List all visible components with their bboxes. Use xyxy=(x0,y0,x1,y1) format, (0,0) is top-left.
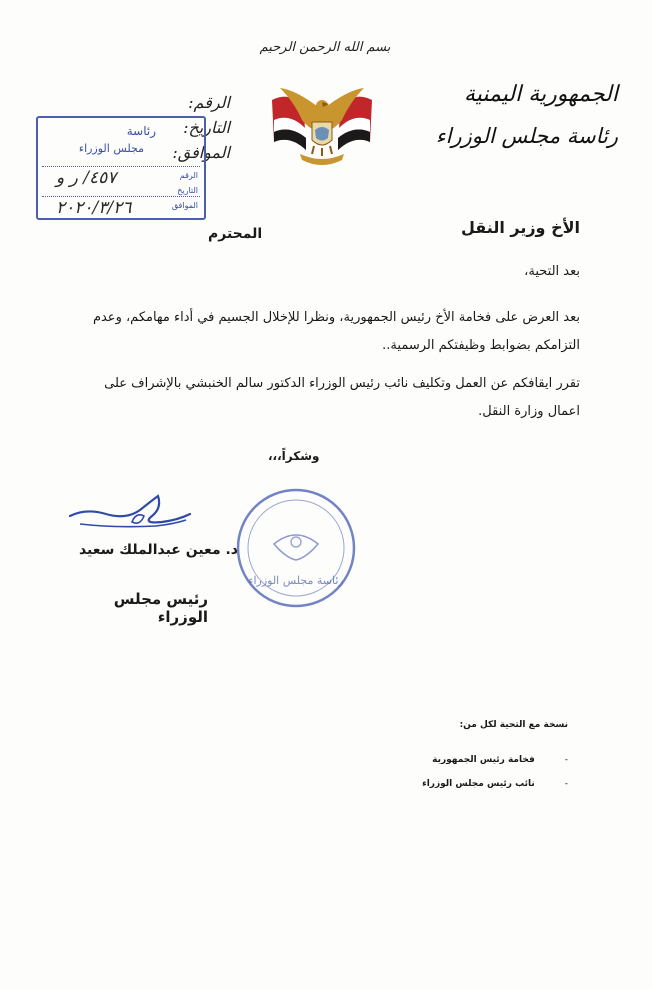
reference-ack-label: الموافق: xyxy=(172,143,230,162)
seal-text: رئاسة مجلس الوزراء xyxy=(248,574,344,587)
cc-item xyxy=(368,755,568,765)
org-name-cabinet: رئاسة مجلس الوزراء xyxy=(435,124,618,148)
signer-title: رئيس مجلس الوزراء xyxy=(113,590,208,626)
bullet-dash-icon: - xyxy=(564,755,568,765)
bullet-dash-icon: - xyxy=(564,779,568,789)
signer-name: د. معين عبدالملك سعيد xyxy=(78,542,238,558)
addressee: الأخ وزير النقل xyxy=(460,218,580,237)
stamp-number-label: الرقم xyxy=(179,171,198,180)
stamp-date-label: التاريخ xyxy=(177,186,198,195)
cc-item-label: نائب رئيس مجلس الوزراء xyxy=(422,779,535,789)
stamp-line2: مجلس الوزراء xyxy=(78,142,144,155)
cc-item xyxy=(368,779,568,789)
paragraph-reason: بعد العرض على فخامة الأخ رئيس الجمهورية، ونظرا للإخلال الجسيم في أداء مهامكم، وعدم التزامكم بضوابط وظيفتكم الرسمية.. xyxy=(92,310,580,353)
cc-heading: نسخة مع التحية لكل من: xyxy=(459,720,568,730)
eagle-emblem-icon xyxy=(262,80,382,175)
reference-number-label: الرقم: xyxy=(188,93,230,112)
signature-icon xyxy=(66,486,196,536)
stamp-date-value: ٢٠٢٠/٣/٢٦ xyxy=(56,198,132,218)
stamp-line1: رئاسة xyxy=(126,124,156,138)
greeting: بعد التحية، xyxy=(524,264,580,279)
official-seal-icon xyxy=(234,486,358,610)
reference-date-label: التاريخ: xyxy=(183,118,230,137)
org-name-republic: الجمهورية اليمنية xyxy=(463,82,618,107)
stamp-ack-row xyxy=(42,196,200,221)
registry-stamp xyxy=(36,116,206,220)
cc-item-label: فخامة رئيس الجمهورية xyxy=(432,755,535,765)
paragraph-decision: تقرر ايقافكم عن العمل وتكليف نائب رئيس الوزراء الدكتور سالم الخنبشي بالإشراف على اعمال وزارة النقل. xyxy=(104,376,580,419)
closing-thanks: وشكراً،،، xyxy=(268,449,320,463)
basmala: بسم الله الرحمن الرحيم xyxy=(259,40,391,55)
stamp-ack-label: الموافق xyxy=(171,201,198,210)
stamp-number-value: ٤٥٧/ ر و xyxy=(56,168,117,188)
honorific: المحترم xyxy=(208,226,263,242)
